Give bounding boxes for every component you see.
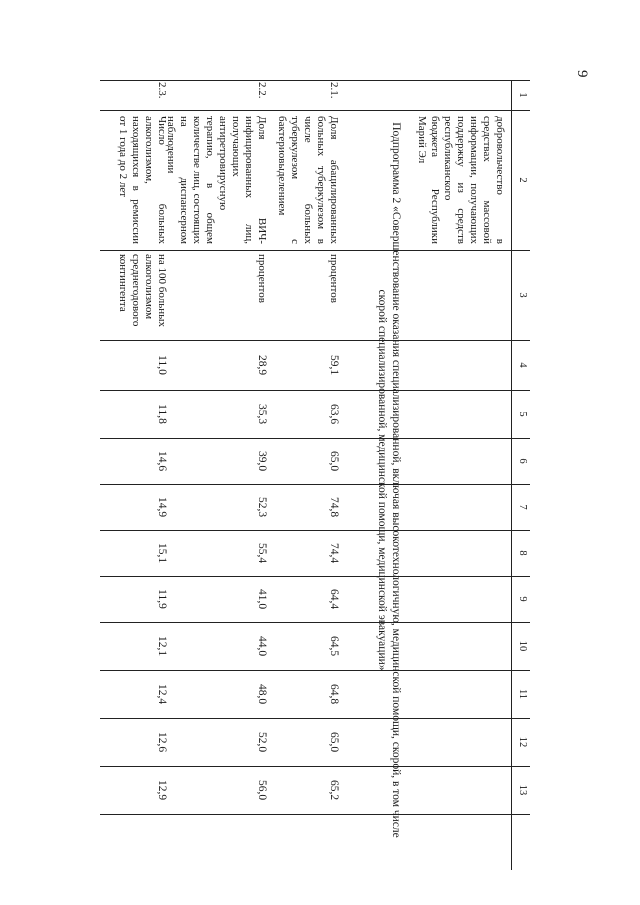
row-name: Доля абацилированных больных туберкулезом в числе больных туберкулезом с бактериовыделением	[276, 116, 340, 244]
value-cell: 14,6	[156, 450, 168, 472]
value-cell: 35,3	[256, 403, 268, 425]
value-cell: 12,6	[156, 731, 168, 753]
row-number: 2.1.	[328, 82, 340, 99]
row-name: Доля ВИЧ-инфицированных лиц, получающих антиретровирусную терапию, в общем количестве лиц, состоящих на диспансерном наблюдении	[165, 116, 268, 244]
value-cell: 63,6	[328, 403, 340, 425]
value-cell: 59,1	[328, 354, 340, 376]
value-cell: 12,4	[156, 683, 168, 705]
value-cell: 12,1	[156, 635, 168, 657]
value-cell: 28,9	[256, 354, 268, 376]
value-cell: 44,0	[256, 635, 268, 657]
col-header: 6	[517, 458, 528, 464]
value-cell: 14,9	[156, 496, 168, 518]
col-header: 13	[517, 784, 528, 796]
col-header: 9	[517, 596, 528, 602]
row-unit: на 100 больных алкоголизмом среднегодового контингента	[117, 254, 168, 328]
value-cell: 15,1	[156, 542, 168, 564]
value-cell: 74,4	[328, 542, 340, 564]
col-header: 5	[517, 411, 528, 417]
table-body	[100, 80, 530, 870]
col-header: 4	[517, 362, 528, 368]
value-cell: 39,0	[256, 450, 268, 472]
row-number: 2.2.	[256, 82, 268, 99]
value-cell: 11,9	[156, 589, 168, 609]
value-cell: 65,2	[328, 779, 340, 801]
value-cell: 64,8	[328, 683, 340, 705]
col-header: 2	[517, 177, 528, 183]
col-header: 10	[517, 640, 528, 652]
value-cell: 64,5	[328, 635, 340, 657]
value-cell: 65,0	[328, 731, 340, 753]
value-cell: 55,4	[256, 542, 268, 564]
col-header: 1	[517, 92, 528, 98]
value-cell: 56,0	[256, 779, 268, 801]
value-cell: 52,3	[256, 496, 268, 518]
value-cell: 11,8	[156, 404, 168, 424]
value-cell: 65,0	[328, 450, 340, 472]
value-cell: 74,8	[328, 496, 340, 518]
row-unit: процентов	[328, 254, 340, 303]
row-number: 2.3.	[156, 82, 168, 99]
col-header: 11	[517, 688, 528, 700]
page-number: 9	[574, 70, 590, 78]
value-cell: 48,0	[256, 683, 268, 705]
col-header: 7	[517, 504, 528, 510]
value-cell: 41,0	[256, 588, 268, 610]
col-header: 3	[517, 292, 528, 298]
col-header: 8	[517, 550, 528, 556]
value-cell: 52,0	[256, 731, 268, 753]
value-cell: 12,9	[156, 779, 168, 801]
continued-row-name: добровольчество в средствах массовой информации, получающих поддержку из средств республиканского бюджета Республики Марий Эл	[416, 116, 506, 244]
subprogram-title: Подпрограмма 2 «Совершенствование оказания специализированной, включая высокотехнологичную, медицинской помощи, скорой, в том числе скорой специализированной, медицинской помощи, медицинской эвакуации»	[376, 122, 402, 838]
row-unit: процентов	[256, 254, 268, 303]
row-name: Число больных алкоголизмом, находящихся в ремиссии от 1 года до 2 лет	[117, 116, 168, 244]
col-header: 12	[517, 736, 528, 748]
value-cell: 11,0	[156, 355, 168, 375]
value-cell: 64,4	[328, 588, 340, 610]
